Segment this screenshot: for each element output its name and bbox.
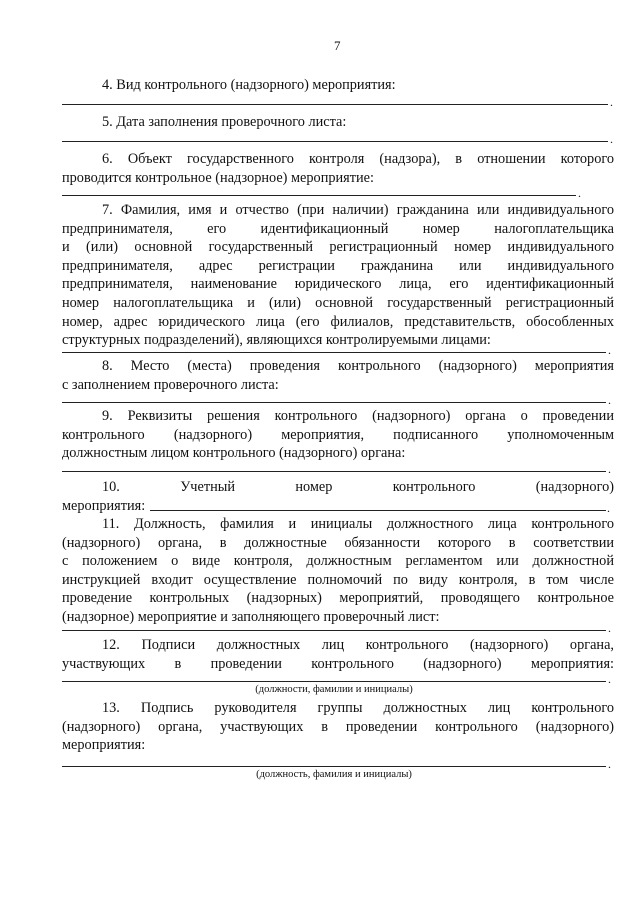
item-13-fill-line	[62, 766, 606, 767]
item-5	[62, 113, 614, 132]
item-12-line: 12. Подписи должностных лиц контрольного (надзорного) органа,	[102, 637, 614, 653]
item-11	[62, 515, 614, 627]
item-9-line: контрольного (надзорного) мероприятия, подписанного уполномоченным	[62, 426, 614, 443]
item-12-caption: (должности, фамилии и инициалы)	[255, 684, 413, 695]
item-7-line: предпринимателя, наименование юридического лица, его идентификационный	[62, 276, 614, 293]
item-6-line: 6. Объект государственного контроля (надзора), в отношении которого	[102, 151, 614, 167]
item-6-line: проводится контрольное (надзорное) мероприятие:	[62, 169, 374, 186]
item-6-fill-line	[62, 195, 576, 196]
item-7-line: и (или) основной государственный регистрационный номер индивидуального	[62, 239, 614, 256]
item-5-fill-line	[62, 141, 608, 142]
item-11-line: проведение контрольных (надзорных) мероприятий, проводящего контрольное	[62, 590, 614, 607]
item-11-line: инструкцией входит осуществление полномочий по виду контроля, в том числе	[62, 571, 614, 588]
item-7-fill-line	[62, 352, 606, 353]
item-9-line-end: .	[608, 462, 611, 476]
item-9-line: 9. Реквизиты решения контрольного (надзорного) органа о проведении	[102, 408, 614, 424]
item-12	[62, 636, 614, 673]
item-4-line-end: .	[610, 95, 613, 109]
item-8-fill-line	[62, 402, 606, 403]
item-8	[62, 357, 614, 394]
item-6	[62, 150, 614, 187]
item-5-line-end: .	[610, 132, 613, 146]
item-7-line: предпринимателя, его идентификационный номер налогоплательщика	[62, 220, 614, 237]
item-10-word: номер	[295, 479, 333, 495]
item-10-word: 10.	[102, 479, 120, 495]
item-13-line: мероприятия:	[62, 737, 146, 754]
item-8-line: с заполнением проверочного листа:	[62, 376, 279, 393]
item-8-line: 8. Место (места) проведения контрольного (надзорного) мероприятия	[102, 358, 614, 374]
item-12-line-end: .	[608, 672, 611, 686]
item-7-line: 7. Фамилия, имя и отчество (при наличии) гражданина или индивидуального	[102, 202, 614, 218]
item-10-label-cont: мероприятия:	[62, 497, 146, 514]
item-10-word: (надзорного)	[535, 479, 614, 495]
item-11-line-end: .	[608, 621, 611, 635]
item-11-line: с положением о виде контроля, должностным регламентом или должностной	[62, 553, 614, 570]
item-13-line-end: .	[608, 757, 611, 771]
item-8-line-end: .	[608, 393, 611, 407]
item-9-fill-line	[62, 471, 606, 472]
page-number: 7	[334, 38, 341, 53]
item-13-line: (надзорного) органа, участвующих в проведении контрольного (надзорного)	[62, 718, 614, 735]
item-6-line-end: .	[578, 186, 581, 200]
item-10-word: контрольного	[392, 479, 476, 495]
item-10-line-end: .	[607, 501, 610, 515]
item-13	[62, 699, 614, 755]
item-13-line: 13. Подпись руководителя группы должностных лиц контрольного	[102, 700, 614, 716]
item-4-fill-line	[62, 104, 608, 105]
item-13-caption: (должность, фамилия и инициалы)	[256, 769, 412, 780]
item-12-fill-line	[62, 681, 606, 682]
item-9-line: должностным лицом контрольного (надзорного) органа:	[62, 445, 406, 462]
item-4	[62, 76, 614, 95]
item-7-line: номер налогоплательщика и (или) основной государственный регистрационный	[62, 294, 614, 311]
item-11-line: 11. Должность, фамилия и инициалы должностного лица контрольного	[102, 516, 614, 532]
item-7-line: структурных подразделений), являющихся контролируемыми лицами:	[62, 332, 491, 349]
item-11-line: (надзорного) органа, в должностные обязанности которого в соответствии	[62, 534, 614, 551]
item-7-line-end: .	[608, 343, 611, 357]
item-7	[62, 201, 614, 350]
item-9	[62, 407, 614, 463]
item-10-heading-row	[62, 478, 614, 497]
item-5-label: 5. Дата заполнения проверочного листа:	[102, 114, 347, 130]
item-11-fill-line	[62, 630, 606, 631]
item-11-line: (надзорное) мероприятие и заполняющего проверочный лист:	[62, 608, 440, 625]
item-7-line: предпринимателя, адрес регистрации гражданина или индивидуального	[62, 257, 614, 274]
item-4-label: 4. Вид контрольного (надзорного) мероприятия:	[102, 77, 396, 93]
item-10-fill-line	[150, 510, 606, 511]
item-12-line: участвующих в проведении контрольного (надзорного) мероприятия:	[62, 655, 614, 672]
item-10-word: Учетный	[180, 479, 236, 495]
item-7-line: номер, адрес юридического лица (его филиалов, представительств, обособленных	[62, 313, 614, 330]
